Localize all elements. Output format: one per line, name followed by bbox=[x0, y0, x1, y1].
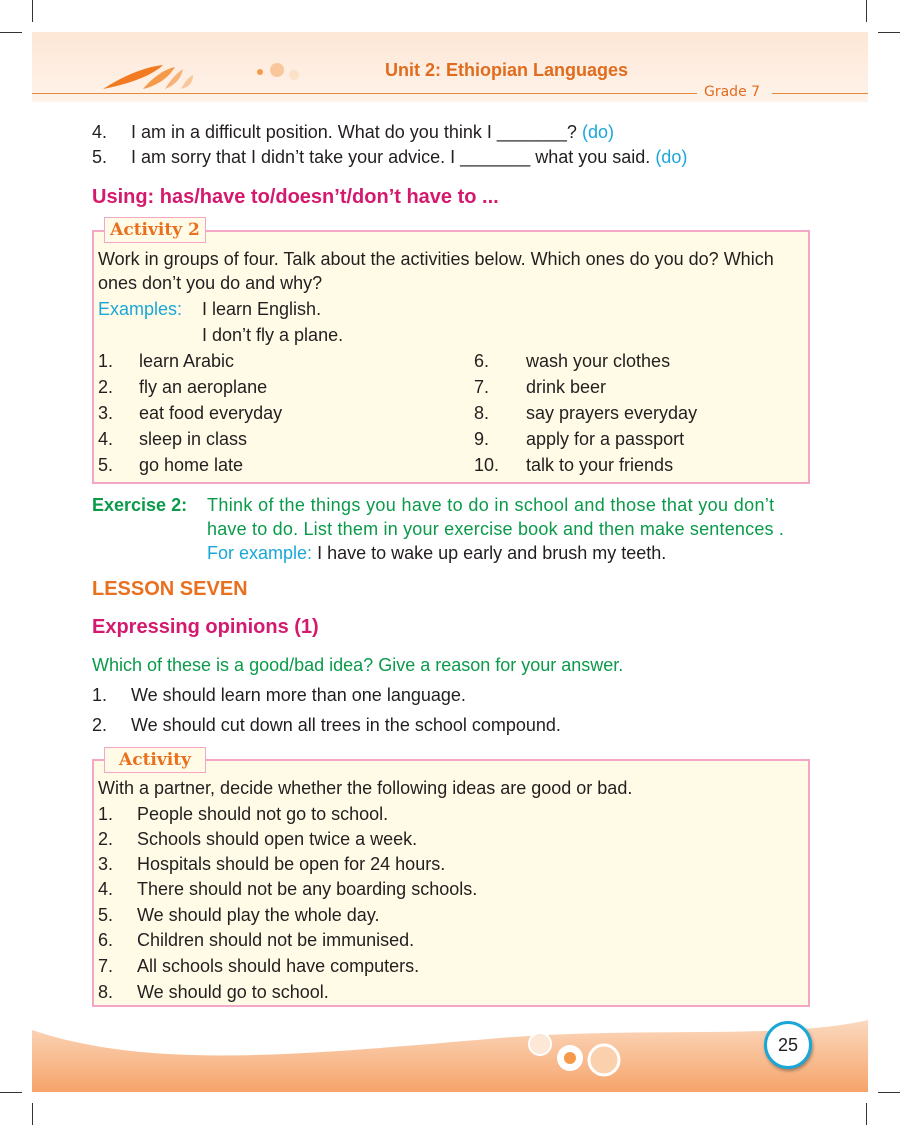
list-item-number: 1. bbox=[98, 351, 114, 371]
list-item: All schools should have computers. bbox=[137, 956, 420, 976]
list-item: wash your clothes bbox=[526, 351, 671, 371]
grade-rule-left bbox=[32, 93, 697, 94]
lesson-subtitle: Expressing opinions (1) bbox=[92, 616, 319, 638]
crop-mark bbox=[0, 32, 22, 33]
list-item-number: 2. bbox=[92, 715, 108, 735]
verb-hint: (do) bbox=[655, 147, 688, 167]
exercise2-line1: Think of the things you have to do in school and those that you don’t bbox=[207, 495, 775, 515]
verb-hint: (do) bbox=[581, 122, 614, 142]
list-item-number: 4. bbox=[98, 429, 114, 449]
list-item-number: 9. bbox=[474, 429, 490, 449]
list-item: go home late bbox=[139, 455, 244, 475]
list-item: We should learn more than one language. bbox=[131, 685, 466, 705]
list-item-number: 7. bbox=[474, 377, 490, 397]
list-item-number: 6. bbox=[98, 930, 114, 950]
list-item: fly an aeroplane bbox=[139, 377, 268, 397]
activity2-tab: Activity 2 bbox=[104, 217, 206, 243]
list-item-number: 3. bbox=[98, 403, 114, 423]
list-item-number: 3. bbox=[98, 854, 114, 874]
list-item: say prayers everyday bbox=[526, 403, 698, 423]
list-item: Hospitals should be open for 24 hours. bbox=[137, 854, 446, 874]
activity-tab: Activity bbox=[104, 747, 206, 773]
header-petal-ornament-icon bbox=[95, 55, 310, 95]
list-item-number: 4. bbox=[92, 122, 108, 142]
list-item bbox=[131, 121, 614, 143]
list-item: Children should not be immunised. bbox=[137, 930, 415, 950]
list-item-number: 5. bbox=[98, 905, 114, 925]
list-item-number: 1. bbox=[92, 685, 108, 705]
list-item-number: 8. bbox=[474, 403, 490, 423]
list-item: People should not go to school. bbox=[137, 804, 389, 824]
activity-intro: With a partner, decide whether the following ideas are good or bad. bbox=[98, 778, 633, 798]
list-item-number: 2. bbox=[98, 377, 114, 397]
list-item-number: 5. bbox=[92, 147, 108, 167]
exercise2-example bbox=[207, 542, 666, 564]
list-item: apply for a passport bbox=[526, 429, 685, 449]
exercise2-line2: have to do. List them in your exercise book and then make sentences . bbox=[207, 519, 785, 539]
page-number: 25 bbox=[764, 1021, 812, 1069]
crop-mark bbox=[866, 0, 867, 22]
list-item-number: 1. bbox=[98, 804, 114, 824]
lesson-title: LESSON SEVEN bbox=[92, 578, 248, 600]
list-item: Schools should open twice a week. bbox=[137, 829, 418, 849]
examples-label: Examples: bbox=[98, 299, 183, 319]
list-item-number: 2. bbox=[98, 829, 114, 849]
section-heading: Using: has/have to/doesn’t/don’t have to ... bbox=[92, 186, 499, 208]
unit-title: Unit 2: Ethiopian Languages bbox=[385, 60, 629, 80]
list-item: We should cut down all trees in the school compound. bbox=[131, 715, 561, 735]
list-item bbox=[131, 146, 687, 168]
exercise2-label: Exercise 2: bbox=[92, 495, 188, 515]
list-item-number: 10. bbox=[474, 455, 500, 475]
list-item: There should not be any boarding schools. bbox=[137, 879, 478, 899]
crop-mark bbox=[878, 32, 900, 33]
list-item: sleep in class bbox=[139, 429, 248, 449]
list-item-number: 8. bbox=[98, 982, 114, 1002]
example-sentence: I don’t fly a plane. bbox=[202, 325, 344, 345]
list-item-number: 4. bbox=[98, 879, 114, 899]
activity2-intro-line1: Work in groups of four. Talk about the activities below. Which ones do you do? Which bbox=[98, 249, 774, 269]
grade-rule-right bbox=[772, 93, 868, 94]
lesson-prompt: Which of these is a good/bad idea? Give a reason for your answer. bbox=[92, 655, 624, 675]
list-item: eat food everyday bbox=[139, 403, 283, 423]
list-item-number: 7. bbox=[98, 956, 114, 976]
list-item-number: 6. bbox=[474, 351, 490, 371]
list-item: We should play the whole day. bbox=[137, 905, 380, 925]
list-item-number: 5. bbox=[98, 455, 114, 475]
list-item: We should go to school. bbox=[137, 982, 329, 1002]
list-item: talk to your friends bbox=[526, 455, 674, 475]
crop-mark bbox=[32, 1103, 33, 1125]
list-item-text: I am in a difficult position. What do you think I _______? bbox=[131, 122, 577, 142]
example-sentence: I learn English. bbox=[202, 299, 322, 319]
list-item-text: I am sorry that I didn’t take your advice. I _______ what you said. bbox=[131, 147, 651, 167]
list-item: drink beer bbox=[526, 377, 607, 397]
example-text: I have to wake up early and brush my teeth. bbox=[317, 543, 667, 563]
example-label: For example: bbox=[207, 543, 313, 563]
crop-mark bbox=[866, 1103, 867, 1125]
crop-mark bbox=[32, 0, 33, 22]
grade-label: Grade 7 bbox=[704, 84, 761, 100]
list-item: learn Arabic bbox=[139, 351, 235, 371]
activity2-intro-line2: ones don’t you do and why? bbox=[98, 273, 323, 293]
